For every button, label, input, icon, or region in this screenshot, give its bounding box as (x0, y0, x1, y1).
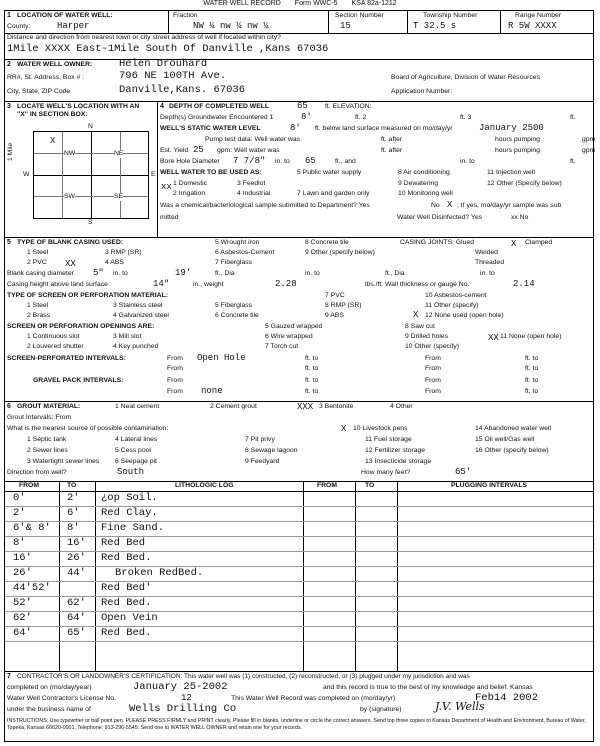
joints-threaded[interactable]: Threaded (475, 259, 505, 266)
screen-stainless[interactable]: 3 Stainless steel (113, 302, 163, 309)
west-label: W (23, 171, 30, 178)
grout-other[interactable]: 4 Other (390, 403, 413, 410)
record-completed-label: This Water Well Record was completed on (mo/day/yr) (231, 695, 396, 702)
divider (59, 481, 60, 671)
divider (5, 491, 593, 492)
casing-label: TYPE OF BLANK CASING USED: (17, 239, 124, 246)
depth-label: DEPTH OF COMPLETED WELL (169, 103, 270, 110)
log-row-to[interactable]: 6' (67, 507, 80, 519)
screen-other[interactable]: 11 Other (specify) (425, 302, 479, 309)
casing-height-field[interactable]: 14" (153, 279, 170, 289)
divider (34, 153, 148, 154)
fraction-field[interactable]: NW ¼ nw ¼ nw ¼ (193, 21, 269, 31)
range-field[interactable]: R 5W XXXX (508, 21, 557, 31)
casing-weight-field[interactable]: 2.28 (275, 279, 297, 289)
blank-in-to-2-label: in. to (305, 270, 320, 277)
gw-ft3-label: ft. 3 (460, 114, 472, 121)
form-ksa: KSA 82a-1212 (351, 0, 397, 7)
form-header (0, 0, 600, 10)
contamination-livestock-mark: X (341, 424, 347, 434)
screen-asbestos[interactable]: 10 Asbestos-cement (425, 292, 487, 299)
gravel-from-4-label: From (425, 388, 441, 395)
bore-label: Bore Hole Diameter (160, 158, 220, 165)
divider (397, 481, 398, 671)
pump-ft-after-label: ft. after (381, 136, 403, 143)
grout-material-label: GROUT MATERIAL: (17, 403, 81, 410)
board-label: Board of Agriculture, Division of Water Resources (391, 74, 540, 81)
use-industrial[interactable]: 4 Industrial (237, 190, 271, 197)
contamination-label: What is the nearest source of possible contamination: (7, 425, 169, 432)
log-row-from[interactable]: 64' (13, 627, 32, 639)
form-frame (4, 10, 594, 742)
divider (120, 132, 121, 218)
east-label: E (151, 171, 156, 178)
section-5-number: 5 (7, 239, 11, 246)
how-many-feet-field[interactable]: 65' (455, 467, 472, 477)
use-label: WELL WATER TO BE USED AS: (160, 169, 262, 176)
use-monitoring[interactable]: 10 Monitoring well (398, 190, 453, 197)
certification-text: CONTRACTOR'S OR LANDOWNER'S CERTIFICATION: This water well was (1) constructed, (2) reconstructed, or (3) plugged under my jurisdiction and was (17, 673, 470, 680)
log-row-to[interactable]: 64' (67, 612, 86, 624)
pump-gpm-label: gpm (582, 136, 596, 143)
direction-label: Direction from well? (7, 469, 67, 476)
log-lithologic-header: LITHOLOGIC LOG (175, 482, 234, 489)
log-row-desc[interactable]: Open Vein (101, 612, 158, 624)
use-domestic-mark: xx (161, 182, 172, 192)
grout-intervals-label: Grout Intervals: From (7, 414, 72, 421)
mile-label: 1 Mile (7, 142, 14, 161)
use-domestic[interactable]: 1 Domestic (173, 180, 207, 187)
opening-wire-wrapped[interactable]: 6 Wire wrapped (265, 333, 313, 340)
log-row-from[interactable]: 62' (13, 612, 32, 624)
log-row-desc[interactable]: Red Bed (101, 537, 146, 549)
blank-diameter-field[interactable]: 5" (93, 268, 104, 278)
true-record-label: and this record is true to the best of my knowledge and belief. Kansas (323, 684, 533, 691)
divider (303, 481, 304, 671)
owner-label: WATER WELL OWNER: (17, 61, 93, 68)
log-plug-from-header: FROM (317, 482, 338, 489)
contam-fertilizer[interactable]: 12 Fertilizer storage (365, 447, 426, 454)
casing-pvc-mark: XX (65, 259, 76, 269)
sw-quarter-label: SW (64, 193, 75, 200)
log-row-desc[interactable]: Broken RedBed. (115, 567, 204, 579)
yield-field[interactable]: 25 (193, 145, 204, 155)
log-row-from[interactable]: 2' (13, 507, 26, 519)
signature-label: by (signature) (360, 706, 402, 713)
contam-watertight[interactable]: 3 Watertight sewer lines (27, 458, 100, 465)
blank-ft-dia-label: ft., Dia (215, 270, 235, 277)
gravel-to-label: ft. to (305, 377, 319, 384)
divider (328, 11, 329, 33)
gravel-to-4-label: ft. to (525, 388, 539, 395)
log-row-desc[interactable]: Red Bed. (101, 597, 152, 609)
divider (355, 481, 356, 671)
gw-ft-label: ft. (570, 114, 576, 121)
bore-ft-label: ft. (570, 158, 576, 165)
perf-to-4-label: ft. to (525, 365, 539, 372)
section-2-number: 2 (7, 61, 11, 68)
ne-quarter-label: NE (114, 150, 124, 157)
perforated-intervals-label: SCREEN-PERFORATED INTERVALS: (7, 355, 126, 362)
log-row-to[interactable]: 2' (67, 492, 80, 504)
log-row-line (5, 596, 593, 597)
gravel-from-3-label: From (167, 388, 183, 395)
address-field[interactable]: 796 NE 100TH Ave. (119, 70, 227, 82)
grout-bentonite[interactable]: 3 Bentonite (319, 403, 354, 410)
log-row-from[interactable]: 6'& 8' (13, 522, 51, 534)
chemical-no-label: No (431, 202, 440, 209)
divider (407, 11, 408, 33)
section-1-number: 1 (7, 12, 11, 19)
blank-ft-dia-2-label: ft., Dia (385, 270, 405, 277)
screen-rmp[interactable]: 8 RMP (SR) (325, 302, 362, 309)
opening-continuous[interactable]: 1 Continuous slot (27, 333, 80, 340)
divider (95, 481, 96, 671)
gravel-from-field[interactable]: none (201, 386, 223, 396)
log-row-line (5, 641, 593, 642)
contam-livestock[interactable]: 10 Livestock pens (353, 425, 408, 432)
casing-rmp[interactable]: 3 RMP (SR) (105, 249, 142, 256)
log-row-to[interactable]: 65' (67, 627, 86, 639)
divider (62, 132, 63, 218)
contam-abandoned-well[interactable]: 14 Abandoned water well (475, 425, 551, 432)
gravel-to-3-label: ft. to (305, 388, 319, 395)
se-quarter-label: SE (114, 193, 124, 200)
section-box[interactable] (33, 131, 149, 219)
casing-steel[interactable]: 1 Steel (27, 249, 49, 256)
static-level-rest-label: ft. below land surface measured on mo/day/yr (315, 125, 453, 132)
wall-thickness-field[interactable]: 2.14 (513, 279, 535, 289)
casing-wrought-iron[interactable]: 5 Wrought iron (215, 239, 260, 246)
section-4-number: 4 (160, 103, 164, 110)
section-2 (5, 59, 593, 102)
static-level-label: WELL'S STATIC WATER LEVEL (160, 125, 261, 132)
grout-bentonite-mark: XXX (297, 402, 314, 412)
distance-label: Distance and direction from nearest town or city street address of well if located within city? (7, 34, 281, 41)
opening-key-punched[interactable]: 4 Key punched (113, 343, 159, 350)
section-3-4 (5, 101, 596, 238)
opening-mill[interactable]: 3 Mill slot (113, 333, 142, 340)
log-from-header: FROM (19, 482, 40, 489)
blank-in-to-label: in. to (113, 270, 128, 277)
screen-pvc[interactable]: 7 PVC (325, 292, 345, 299)
screen-brass[interactable]: 2 Brass (27, 312, 51, 319)
casing-weight-label: in., weight (193, 281, 224, 288)
grout-cement-grout[interactable]: 2 Cement grout (210, 403, 257, 410)
perf-from-label: From (167, 355, 183, 362)
nw-quarter-label: NW (64, 150, 76, 157)
static-level-field[interactable]: 8' (290, 123, 301, 133)
casing-height-label: Casing height above land surface (7, 281, 108, 288)
contam-oil-gas[interactable]: 15 Oil well/Gas well (475, 436, 535, 443)
groundwater-label: Depth(s) Groundwater Encountered 1 (160, 114, 274, 121)
screen-concrete[interactable]: 6 Concrete tile (215, 312, 259, 319)
pump-test-label: Pump test data: Well water was (205, 136, 301, 143)
yield-unit-label: gpm: Well water was (217, 147, 280, 154)
form-number: Form WWC-5 (294, 0, 338, 7)
screen-abs[interactable]: 9 ABS (325, 312, 344, 319)
casing-abs[interactable]: 4 ABS (105, 259, 124, 266)
log-row-line (5, 506, 593, 507)
signature-field[interactable]: J.V. Wells (435, 700, 485, 713)
gravel-from-label: From (167, 377, 183, 384)
depth-field[interactable]: 65 (297, 101, 308, 111)
county-field[interactable]: Harper (57, 21, 90, 31)
section-7-number: 7 (7, 673, 11, 680)
bore-field[interactable]: 7 7/8" (233, 156, 266, 166)
log-row-from[interactable]: 0' (13, 492, 26, 504)
perf-to-3-label: ft. to (305, 365, 319, 372)
log-row-line (5, 626, 593, 627)
city-label: City, State, ZIP Code (7, 88, 71, 95)
opening-torch-cut[interactable]: 7 Torch cut (265, 343, 299, 350)
grout-neat-cement[interactable]: 1 Neat cement (115, 403, 160, 410)
section-7 (5, 671, 593, 743)
casing-other[interactable]: 9 Other (specify below) (305, 249, 375, 256)
perf-from-3-label: From (167, 365, 183, 372)
contam-lateral[interactable]: 4 Lateral lines (115, 436, 158, 443)
section-3-number: 3 (7, 103, 11, 110)
log-row-desc[interactable]: Fine Sand. (101, 522, 165, 534)
license-field[interactable]: 12 (181, 693, 192, 703)
log-plug-to-header: TO (365, 482, 375, 489)
perf-to-label: ft. to (305, 355, 319, 362)
screen-fiberglass[interactable]: 5 Fiberglass (215, 302, 253, 309)
casing-fiberglass[interactable]: 7 Fiberglass (215, 259, 253, 266)
section-1 (5, 11, 593, 60)
form-title: WATER WELL RECORD (203, 0, 281, 7)
yield-hours-label: hours pumping (495, 147, 540, 154)
chemical-rest-label: ; If yes, mo/day/yr sample was sub (457, 202, 562, 209)
disinfected-label: Water Well Disinfected? Yes (397, 214, 483, 221)
openings-label: SCREEN OR PERFORATION OPENINGS ARE: (7, 323, 155, 330)
contam-seepage[interactable]: 6 Seepage pit (115, 458, 157, 465)
gw-ft2-label: ft. 2 (355, 114, 367, 121)
screen-none-mark: X (413, 310, 419, 320)
record-completed-field[interactable]: Feb14 2002 (475, 692, 539, 704)
gravel-from-2-label: From (425, 377, 441, 384)
divider (34, 175, 148, 176)
use-public-supply[interactable]: 5 Public water supply (297, 169, 362, 176)
log-row-to[interactable]: 8' (67, 522, 80, 534)
divider (500, 11, 501, 33)
log-row-desc[interactable]: ¿op Soil. (101, 492, 158, 504)
locate-label: LOCATE WELL'S LOCATION WITH AN "X" IN SECTION BOX: (17, 103, 140, 118)
use-feedlot[interactable]: 3 Feedlot (237, 180, 266, 187)
perf-from-2-label: From (425, 355, 441, 362)
blank-to-field[interactable]: 19' (175, 268, 192, 278)
use-irrigation[interactable]: 2 Irrigation (173, 190, 206, 197)
perf-from-4-label: From (425, 365, 441, 372)
owner-field[interactable]: Helen Drouhard (119, 58, 208, 70)
contam-septic[interactable]: 1 Septic tank (27, 436, 67, 443)
perf-from-field[interactable]: Open Hole (197, 353, 246, 363)
distance-field[interactable]: 1Mile XXXX East-1Mile South Of Danville ,Kans 67036 (7, 43, 329, 55)
opening-saw-cut[interactable]: 8 Saw cut (405, 323, 435, 330)
address-label: RR#, St. Address, Box # : (7, 74, 85, 81)
log-row-line (5, 536, 593, 537)
completed-on-field[interactable]: January 25-2002 (133, 681, 228, 693)
log-row-to[interactable]: 62' (67, 597, 86, 609)
chemical-sample-label: Was a chemical/bacteriological sample submitted to Department? Yes (160, 202, 370, 209)
perf-to-2-label: ft. to (525, 355, 539, 362)
range-label: Range Number (515, 12, 562, 19)
wall-thickness-label: lbs./ft. Wall thickness or gauge No. (365, 281, 470, 288)
joints-welded[interactable]: Welded (475, 249, 498, 256)
contam-sewer[interactable]: 2 Sewer lines (27, 447, 68, 454)
log-row-from[interactable]: 8' (13, 537, 26, 549)
log-row-line (5, 581, 593, 582)
log-row-from[interactable]: 44'52' (13, 582, 51, 594)
joints-clamped[interactable]: Clamped (525, 239, 553, 246)
city-field[interactable]: Danville,Kans. 67036 (119, 84, 246, 96)
township-field[interactable]: T 32.5 s (413, 21, 457, 31)
direction-field[interactable]: South (117, 467, 145, 477)
log-row-desc[interactable]: Red Clay. (101, 507, 158, 519)
joints-glued-mark: X (511, 239, 517, 249)
divider (168, 11, 169, 33)
log-row-to[interactable]: 16' (67, 537, 86, 549)
contam-pit-privy[interactable]: 7 Pit privy (245, 436, 275, 443)
log-row-to[interactable]: 44' (67, 567, 86, 579)
log-row-line (5, 521, 593, 522)
fraction-label: Fraction (173, 12, 198, 19)
log-row-desc[interactable]: Red Bed. (101, 552, 152, 564)
groundwater-1-field[interactable]: 8' (301, 112, 312, 122)
use-lawn-garden[interactable]: 7 Lawn and garden only (297, 190, 370, 197)
business-name-field[interactable]: Wells Drilling Co (129, 703, 237, 715)
instructions-text: INSTRUCTIONS: Use typewriter or ball point pen. PLEASE PRESS FIRMLY and PRINT clearly. Please fill in blanks, underline or circle the correct answers. Send top three copies to Kansas Department of Health and Environment, Bureau of Water, Topeka, Kansas 66620-0001. Telephone: 913-296-5545. Send one to WATER WELL OWNER and retain one for your records. (7, 718, 586, 731)
screen-steel[interactable]: 1 Steel (27, 302, 49, 309)
casing-joints-label: CASING JOINTS: Glued (400, 239, 475, 246)
section-5 (5, 237, 593, 402)
casing-pvc[interactable]: 2 PVC (27, 259, 47, 266)
location-label: LOCATION OF WATER WELL: (17, 12, 113, 19)
section-number-label: Section Number (335, 12, 384, 19)
divider (34, 196, 148, 197)
log-row-from[interactable]: 52' (13, 597, 32, 609)
gravel-to-2-label: ft. to (525, 377, 539, 384)
screen-material-label: TYPE OF SCREEN OR PERFORATION MATERIAL: (7, 292, 168, 299)
opening-gauzed[interactable]: 5 Gauzed wrapped (265, 323, 323, 330)
yield-gpm-label: gpm (582, 147, 596, 154)
log-row-desc[interactable]: Red Bed. (101, 627, 152, 639)
log-row-line (5, 551, 593, 552)
bore-to-field[interactable]: 65 (305, 156, 316, 166)
use-other[interactable]: 12 Other (Specify below) (487, 180, 562, 187)
use-dewatering[interactable]: 9 Dewatering (398, 180, 439, 187)
static-date-field[interactable]: January 2500 (479, 123, 544, 133)
blank-casing-label: Blank casing diameter (7, 270, 74, 277)
blank-in-to-3-label: in. to (480, 270, 495, 277)
casing-concrete-tile[interactable]: 8 Concrete tile (305, 239, 349, 246)
county-label: County: (7, 23, 31, 30)
log-row-from[interactable]: 16' (13, 552, 32, 564)
section-6-number: 6 (7, 403, 11, 410)
bore-in-to-label: in. to (460, 158, 475, 165)
bore-in-label: in. to (275, 158, 290, 165)
contam-other[interactable]: 16 Other (specify below) (475, 447, 549, 454)
opening-louvered[interactable]: 2 Louvered shutter (27, 343, 84, 350)
yield-ft-after-label: ft. after (381, 147, 403, 154)
log-row-to[interactable]: 26' (67, 552, 86, 564)
license-label: Water Well Contractor's License No. (7, 695, 116, 702)
log-row-from[interactable]: 26' (13, 567, 32, 579)
log-row-line (5, 566, 593, 567)
bore-rest-label: ft., and (335, 158, 356, 165)
yield-label: Est. Yield (160, 147, 189, 154)
chemical-no-mark: X (447, 200, 453, 210)
how-many-feet-label: How many feet? (361, 469, 411, 476)
business-name-label: under the business name of (7, 706, 91, 713)
application-number-label: Application Number: (391, 88, 453, 95)
disinfected-no-label: xx No (511, 214, 529, 221)
contam-insecticide[interactable]: 13 Insecticide storage (365, 458, 432, 465)
elevation-label: ft. ELEVATION: (325, 103, 372, 110)
log-to-header: TO (67, 482, 77, 489)
section-number-field[interactable]: 15 (340, 21, 351, 31)
log-row-desc[interactable]: Red Bed' (101, 582, 152, 594)
screen-galvanized[interactable]: 4 Galvanized steel (113, 312, 169, 319)
contam-fuel[interactable]: 11 Fuel storage (365, 436, 412, 443)
well-location-mark: X (50, 136, 56, 146)
north-label: N (88, 123, 93, 130)
log-row-line (5, 611, 593, 612)
south-label: S (88, 219, 93, 226)
submitted-label: mitted (160, 214, 179, 221)
completed-on-label: completed on (mo/day/year) (7, 684, 92, 691)
contam-feedyard[interactable]: 9 Feedyard (245, 458, 280, 465)
lithologic-log (5, 481, 593, 672)
screen-none[interactable]: 12 None used (open hole) (425, 312, 504, 319)
use-injection-well[interactable]: 11 Injection well (487, 169, 535, 176)
opening-none-mark: XX (488, 333, 499, 343)
casing-asbestos[interactable]: 6 Asbestos-Cement (215, 249, 275, 256)
section-6 (5, 401, 593, 482)
township-label: Township Number (423, 12, 478, 19)
opening-none[interactable]: 11 None (open hole) (500, 333, 562, 340)
divider (157, 101, 158, 237)
contam-cess-pool[interactable]: 5 Cess pool (115, 447, 151, 454)
gravel-pack-label: GRAVEL PACK INTERVALS: (33, 377, 124, 384)
opening-other[interactable]: 10 Other (specify) (405, 343, 460, 350)
pump-hours-label: hours pumping (495, 136, 540, 143)
contam-sewage-lagoon[interactable]: 8 Sewage lagoon (245, 447, 298, 454)
log-plugging-header: PLUGGING INTERVALS (451, 482, 528, 489)
opening-drilled[interactable]: 9 Drilled holes (405, 333, 449, 340)
use-air-conditioning[interactable]: 8 Air conditioning (398, 169, 450, 176)
